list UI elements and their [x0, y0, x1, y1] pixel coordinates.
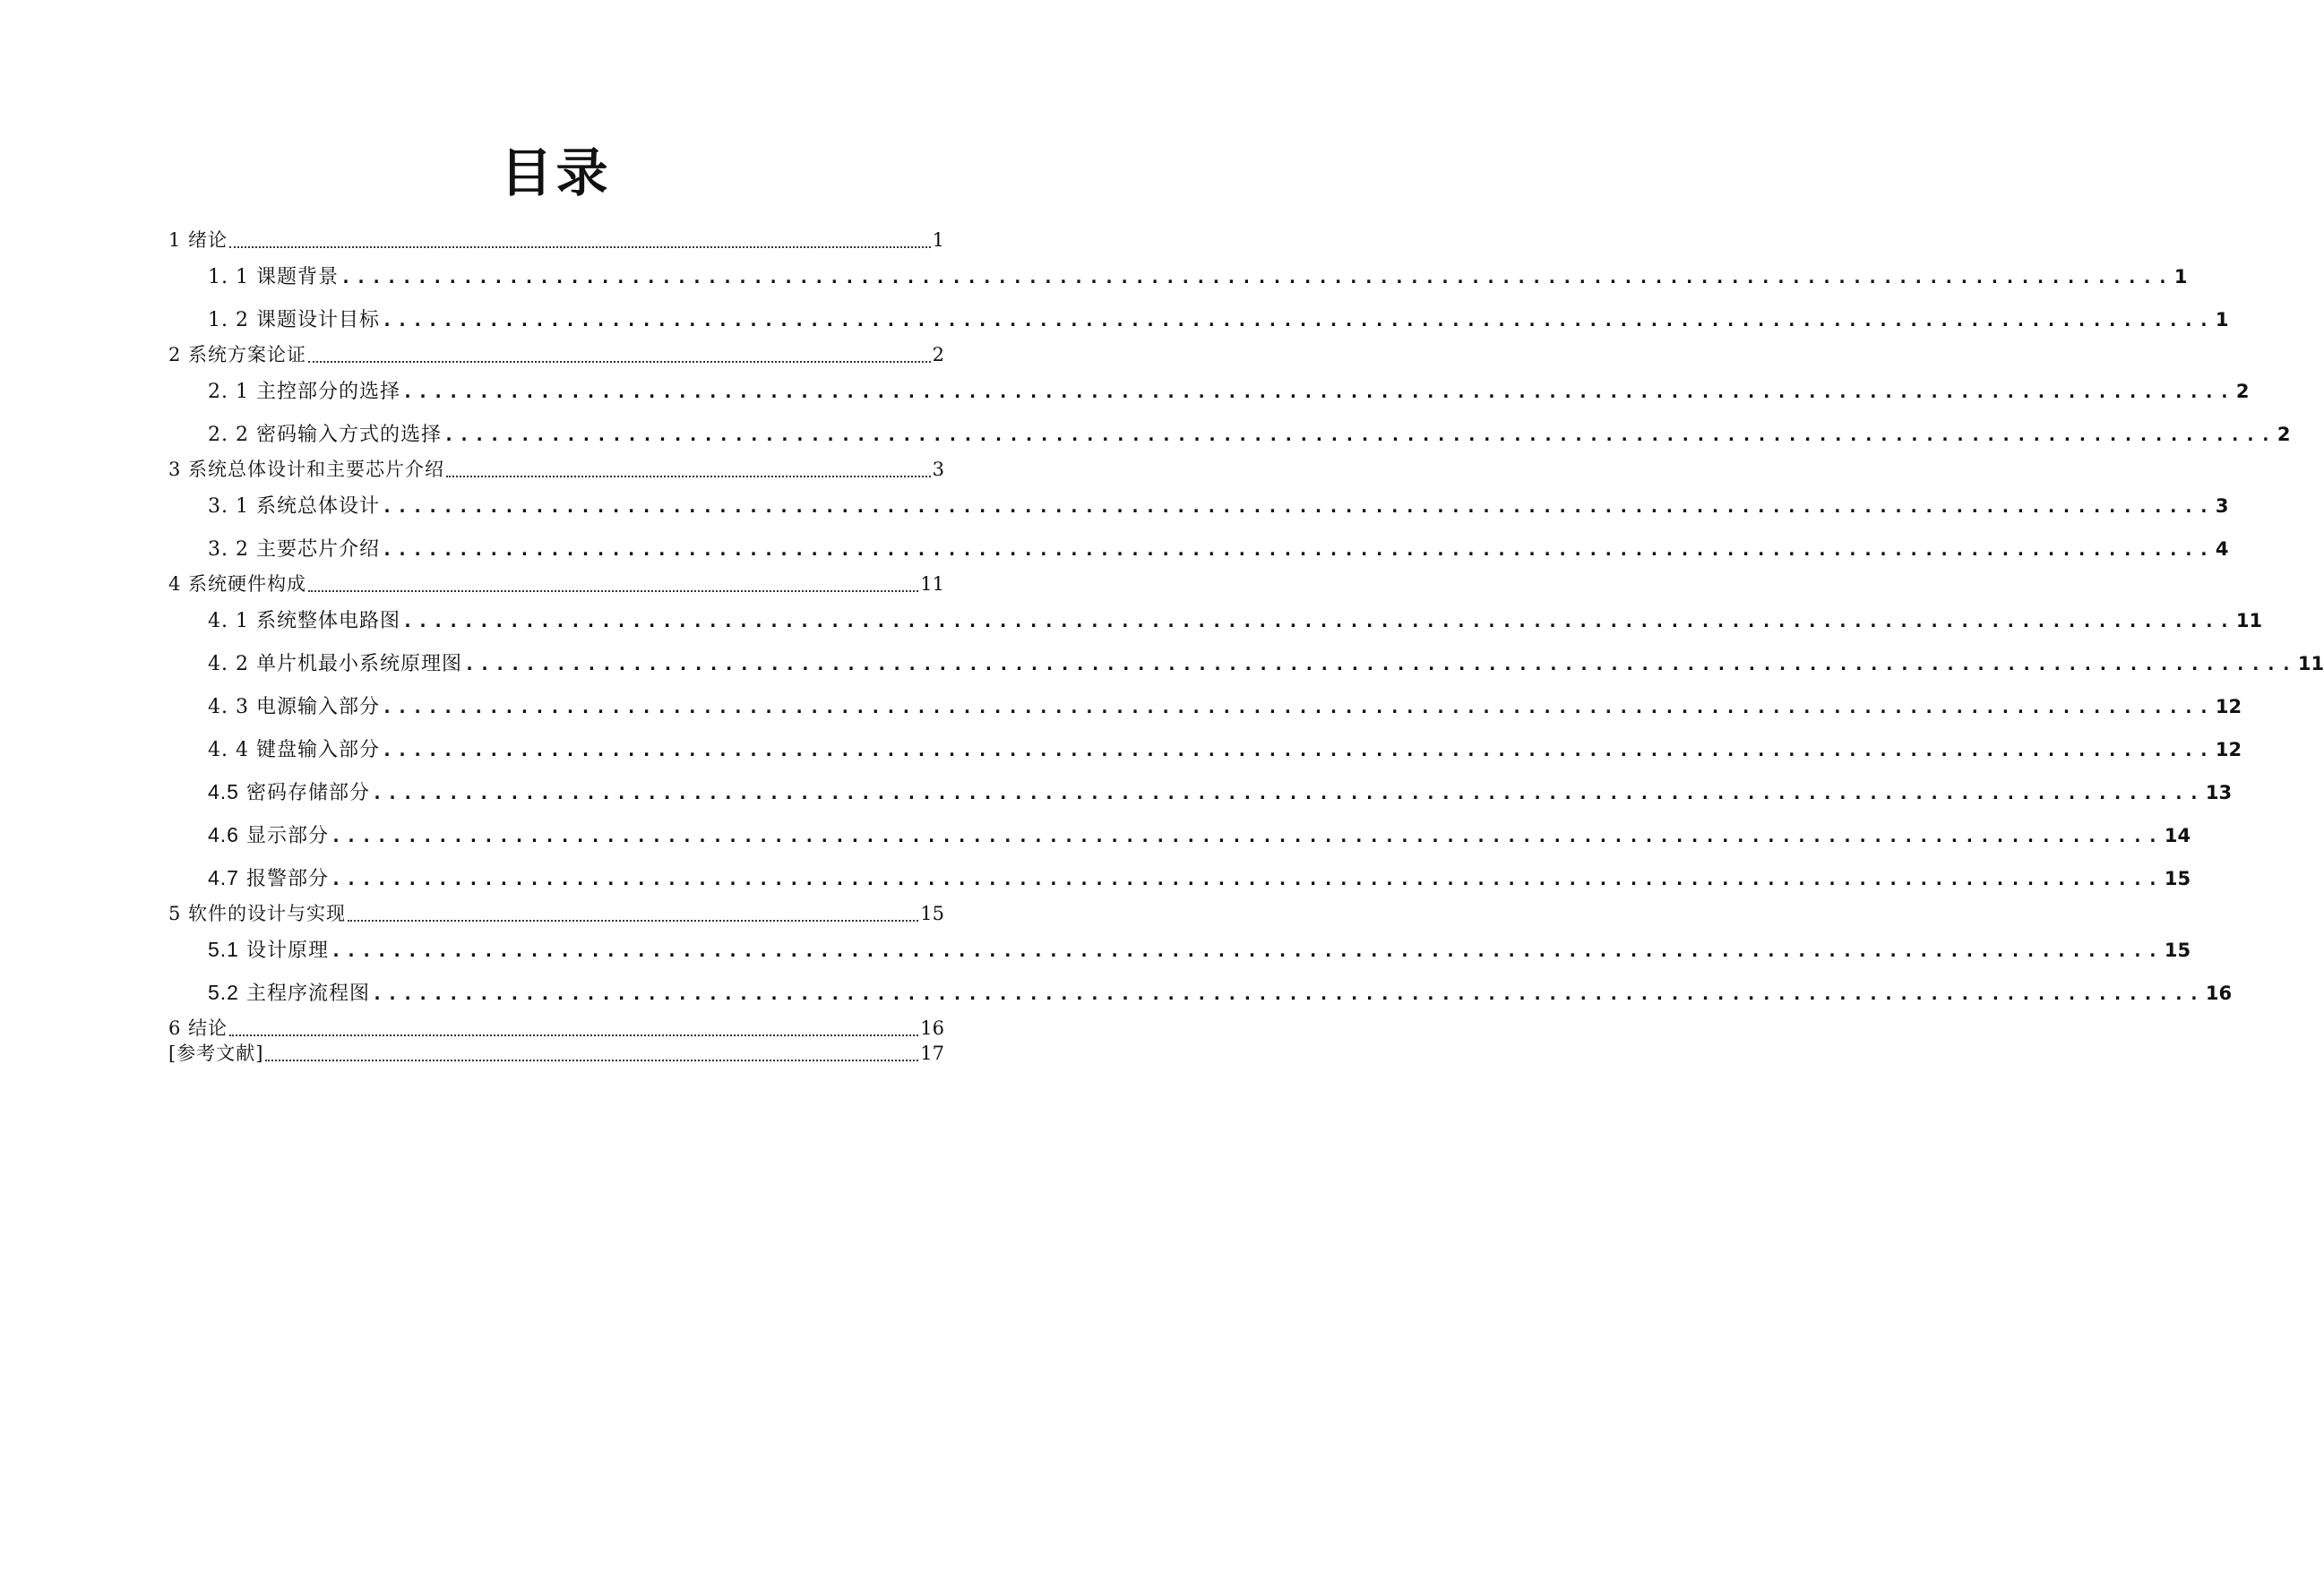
toc-entry-page: 2: [2235, 381, 2250, 402]
toc-dot-leader: [348, 920, 918, 922]
toc-dot-leader: [229, 1034, 918, 1036]
toc-entry[interactable]: [168, 226, 944, 253]
toc-dot-leader: ........................................................................................................................: [463, 653, 2296, 674]
toc-entry-page: 3: [2215, 495, 2229, 517]
toc-entry-page: 1: [932, 229, 944, 251]
toc-entry-page: 16: [920, 1017, 944, 1039]
toc-entry-page: 17: [920, 1043, 944, 1064]
toc-entry[interactable]: [208, 376, 2250, 404]
toc-entry-page: 2: [2277, 424, 2291, 445]
toc-dot-leader: ........................................................................................................................: [401, 381, 2234, 402]
toc-entry[interactable]: [208, 734, 2242, 762]
toc-entry-page: 12: [2215, 696, 2242, 717]
toc-entry-page: 11: [920, 573, 944, 595]
toc-dot-leader: [265, 1060, 918, 1061]
toc-dot-leader: ........................................................................................................................: [381, 739, 2214, 760]
toc-dot-leader: ........................................................................................................................: [330, 825, 2163, 846]
toc-entry-page: 11: [2235, 610, 2263, 631]
toc-entry-label: 5 软件的设计与实现: [168, 903, 347, 924]
toc-entry-page: 2: [932, 344, 944, 365]
toc-entry[interactable]: [208, 863, 2191, 891]
toc-entry-label: 6 结论: [168, 1017, 228, 1039]
toc-entry-label: 4.7 报警部分: [208, 866, 329, 890]
toc-entry-page: 16: [2205, 983, 2233, 1004]
toc-entry-label: 5.1 设计原理: [208, 938, 329, 962]
toc-dot-leader: ........................................................................................................................: [381, 538, 2214, 560]
toc-entry[interactable]: [208, 820, 2191, 848]
toc-entry-label: 4.5 密码存储部分: [208, 780, 370, 804]
toc-entry-page: 12: [2215, 739, 2242, 760]
toc-entry-label: 5.2 主程序流程图: [208, 981, 370, 1005]
toc-entry-label: 4. 2 单片机最小系统原理图: [208, 653, 462, 675]
toc-entry-label: 2 系统方案论证: [168, 344, 307, 365]
toc-entry-label: 4. 4 键盘输入部分: [208, 739, 380, 761]
toc-entry-page: 15: [2164, 868, 2191, 889]
toc-entry[interactable]: [208, 605, 2263, 633]
toc-dot-leader: ........................................................................................................................: [340, 266, 2173, 288]
toc-entry-page: 11: [2297, 653, 2324, 674]
toc-dot-leader: [308, 361, 931, 363]
toc-dot-leader: ........................................................................................................................: [330, 868, 2163, 889]
toc-entry[interactable]: [168, 340, 944, 367]
toc-entry-label: 4. 1 系统整体电路图: [208, 610, 400, 632]
toc-entry[interactable]: [208, 262, 2188, 289]
page-title: 目录: [500, 142, 612, 203]
toc-entry-label: 2. 1 主控部分的选择: [208, 381, 400, 403]
toc-entry-page: 1: [2173, 266, 2188, 288]
toc-entry[interactable]: [168, 455, 944, 482]
toc-entry[interactable]: [168, 1014, 944, 1041]
toc-entry-page: 3: [932, 459, 944, 480]
toc-entry-label: 3. 1 系统总体设计: [208, 495, 380, 518]
toc-dot-leader: [446, 476, 931, 477]
toc-entry-label: 4 系统硬件构成: [168, 573, 307, 595]
toc-entry-label: 1. 2 课题设计目标: [208, 309, 380, 331]
toc-entry[interactable]: [208, 419, 2291, 447]
toc-entry-label: 1 绪论: [168, 229, 228, 251]
toc-entry[interactable]: [208, 491, 2229, 519]
toc-entry-label: 1. 1 课题背景: [208, 266, 339, 288]
toc-entry[interactable]: [208, 648, 2324, 676]
toc-entry-page: 13: [2205, 782, 2233, 803]
toc-entry-label: 4. 3 电源输入部分: [208, 696, 380, 718]
toc-entry-page: 15: [920, 903, 944, 924]
toc-dot-leader: ........................................................................................................................: [381, 696, 2214, 717]
toc-entry-page: 1: [2215, 309, 2229, 331]
toc-entry[interactable]: [168, 1039, 944, 1066]
toc-entry[interactable]: [208, 534, 2229, 562]
toc-entry[interactable]: [168, 570, 944, 597]
toc-dot-leader: ........................................................................................................................: [443, 424, 2276, 445]
toc-entry-page: 14: [2164, 825, 2191, 846]
toc-entry[interactable]: [208, 777, 2233, 805]
toc-dot-leader: ........................................................................................................................: [371, 782, 2204, 803]
toc-entry-label: 3 系统总体设计和主要芯片介绍: [168, 459, 445, 480]
toc-dot-leader: ........................................................................................................................: [381, 495, 2214, 517]
toc-dot-leader: ........................................................................................................................: [381, 309, 2214, 331]
toc-entry-label: 3. 2 主要芯片介绍: [208, 538, 380, 561]
toc-dot-leader: ........................................................................................................................: [371, 983, 2204, 1004]
toc-entry-label: [参考文献]: [168, 1043, 264, 1064]
toc-entry[interactable]: [208, 978, 2233, 1006]
toc-entry-page: 15: [2164, 940, 2191, 961]
toc-dot-leader: [229, 246, 931, 248]
toc-entry[interactable]: [208, 935, 2191, 963]
toc-entry-page: 4: [2215, 538, 2229, 560]
toc-dot-leader: [308, 590, 918, 592]
toc-dot-leader: ........................................................................................................................: [330, 940, 2163, 961]
toc-entry[interactable]: [208, 305, 2229, 332]
toc-entry[interactable]: [168, 899, 944, 926]
toc-entry[interactable]: [208, 691, 2242, 719]
toc-entry-label: 4.6 显示部分: [208, 823, 329, 847]
toc-dot-leader: ........................................................................................................................: [401, 610, 2234, 631]
toc-entry-label: 2. 2 密码输入方式的选择: [208, 424, 442, 446]
